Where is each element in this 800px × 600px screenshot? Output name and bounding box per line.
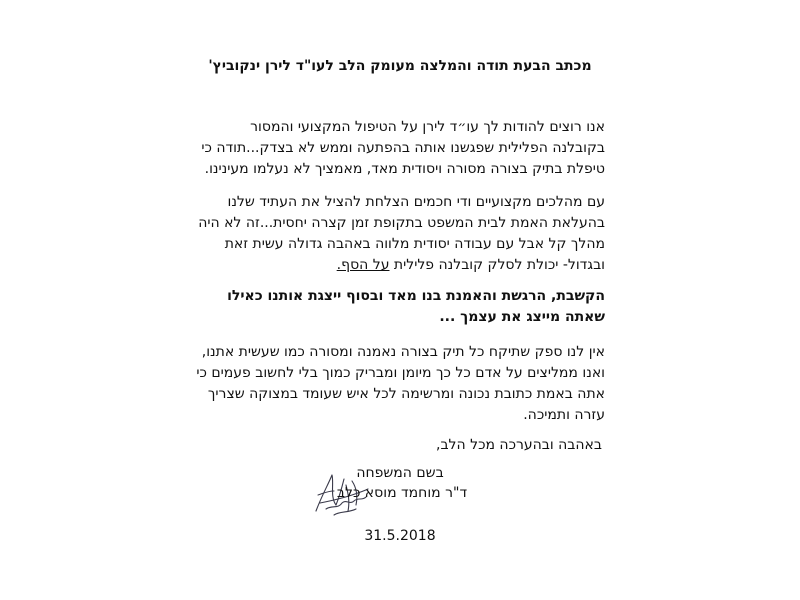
paragraph-thanks: אנו רוצים להודות לך עו״ד לירן על הטיפול המקצועי והמסור בקובלנה הפלילית שפגשנו אותה בהפתעה וממש לא בצדק...תודה כי טיפלת בתיק בצורה מסורה ויסודית מאד, מאמציך לא נעלמו מעינינו.: [201, 119, 605, 177]
signature-family-line: בשם המשפחה: [356, 465, 444, 481]
letter-title: מכתב הבעת תודה והמלצה מעומק הלב לעו"ד לירן ינקוביץ': [208, 58, 592, 74]
letter-date: 31.5.2018: [364, 528, 436, 544]
closing-line: באהבה ובהערכה מכל הלב,: [436, 437, 602, 453]
signer-name: ד"ר מוחמד מוסא כלב: [336, 485, 468, 501]
paragraph-praise-text: עם מהלכים מקצועיים ודי חכמים הצלחת להציל את העתיד שלנו בהעלאת האמת לבית המשפט בתקופת זמן קצרה יחסית...זה לא היה מהלך קל אבל עם עבודה יסודית מלווה באהבה גדולה עשית זאת ובגדול- יכולת לסלק קובלנה פלילית: [198, 194, 605, 273]
paragraph-recommendation: אין לנו ספק שתיקח כל תיק בצורה נאמנה ומסורה כמו שעשית אתנו, ואנו ממליצים על אדם כל כך מיומן ומבריק כמוך בלי לחשוב פעמים כי אתה באמת כתובת נכונה ומרשימה לכל איש שעומד במצוקה שצריך עזרה ותמיכה.: [196, 344, 605, 423]
paragraph-praise: [195, 192, 605, 276]
underlined-phrase: על הסף.: [336, 257, 390, 273]
paragraph-bold-statement: הקשבת, הרגשת והאמנת בנו מאד ובסוף ייצגת אותנו כאילו שאתה מייצג את עצמך ...: [227, 288, 605, 325]
